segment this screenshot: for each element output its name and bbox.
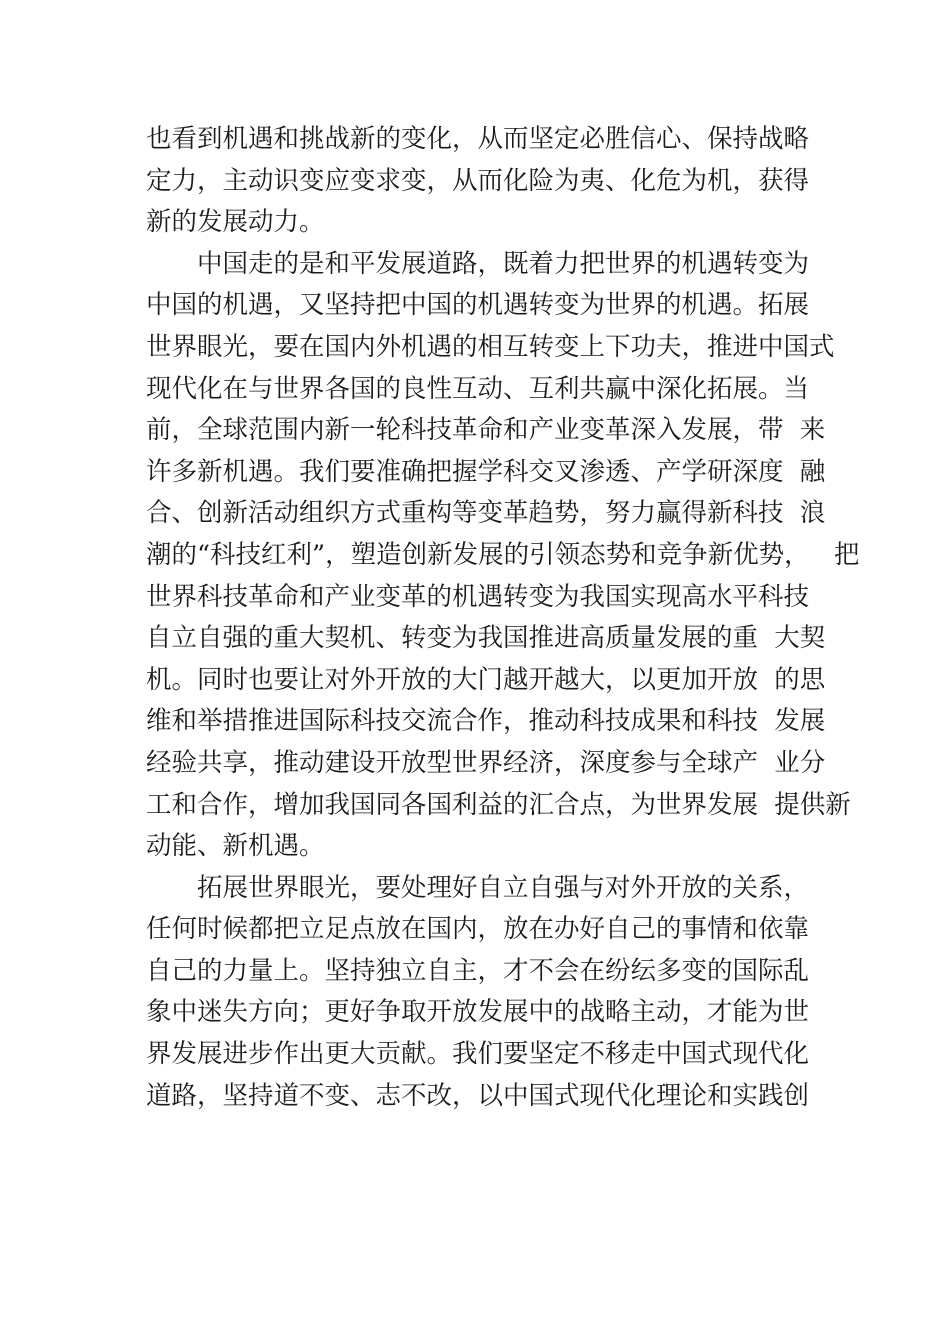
text-line: 经验共享，推动建设开放型世界经济，深度参与全球产 业分	[146, 747, 826, 778]
text-line: 定力，主动识变应变求变，从而化险为夷、化危为机，获得	[146, 165, 810, 196]
text-line: 动能、新机遇。	[146, 831, 325, 862]
text-line: 界发展进步作出更大贡献。我们要坚定不移走中国式现代化	[146, 1039, 810, 1070]
text-line: 前，全球范围内新一轮科技革命和产业变革深入发展，带 来	[146, 415, 826, 446]
text-line: 合、创新活动组织方式重构等变革趋势，努力赢得新科技 浪	[146, 498, 826, 529]
text-line: 许多新机遇。我们要准确把握学科交叉渗透、产学研深度 融	[146, 456, 826, 487]
text-line: 潮的“科技红利”，塑造创新发展的引领态势和竞争新优势， 把	[146, 539, 860, 570]
text-line: 任何时候都把立足点放在国内，放在办好自己的事情和依靠	[146, 914, 810, 945]
body-text	[146, 119, 860, 1117]
paragraph-first-line: 拓展世界眼光，要处理好自立自强与对外开放的关系，	[197, 872, 810, 903]
text-line: 自立自强的重大契机、转变为我国推进高质量发展的重 大契	[146, 623, 826, 654]
text-line: 也看到机遇和挑战新的变化，从而坚定必胜信心、保持战略	[146, 124, 810, 154]
paragraph-first-line: 中国走的是和平发展道路，既着力把世界的机遇转变为	[197, 248, 810, 279]
text-line: 象中迷失方向；更好争取开放发展中的战略主动，才能为世	[146, 997, 810, 1028]
text-line: 道路，坚持道不变、志不改，以中国式现代化理论和实践创	[146, 1080, 810, 1111]
text-line: 中国的机遇，又坚持把中国的机遇转变为世界的机遇。拓展	[146, 290, 810, 321]
text-line: 现代化在与世界各国的良性互动、互利共赢中深化拓展。当	[146, 373, 810, 404]
text-line: 工和合作，增加我国同各国利益的汇合点，为世界发展 提供新	[146, 789, 851, 820]
text-line: 自己的力量上。坚持独立自主，才不会在纷纭多变的国际乱	[146, 955, 810, 986]
text-line: 新的发展动力。	[146, 207, 325, 238]
text-line: 维和举措推进国际科技交流合作，推动科技成果和科技 发展	[146, 706, 826, 737]
text-line: 世界眼光，要在国内外机遇的相互转变上下功夫，推进中国式	[146, 331, 835, 362]
text-line: 世界科技革命和产业变革的机遇转变为我国实现高水平科技	[146, 581, 810, 612]
text-line: 机。同时也要让对外开放的大门越开越大，以更加开放 的思	[146, 664, 826, 695]
